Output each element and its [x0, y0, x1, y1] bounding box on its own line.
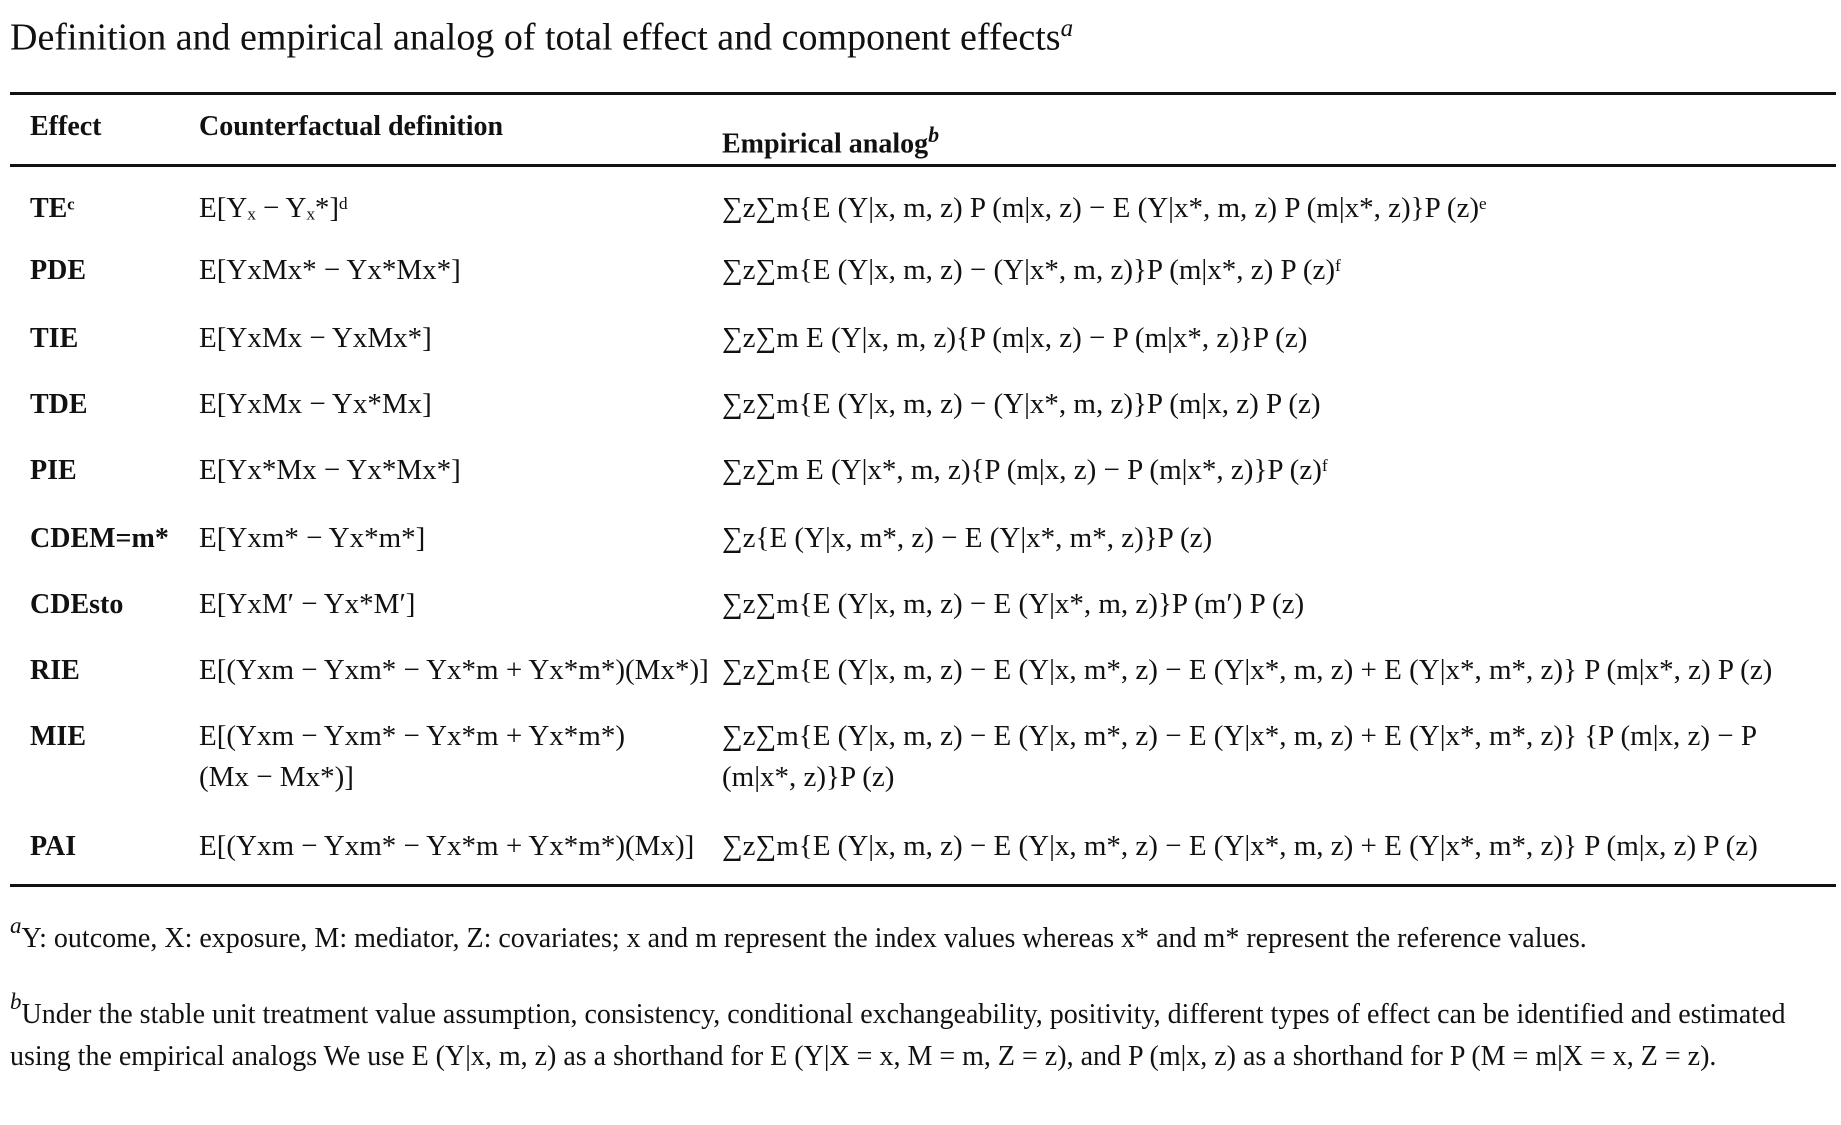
empirical-cell: ∑z∑m{E (Y|x, m, z) P (m|x, z) − E (Y|x*, m, z) P (m|x*, z)}P (z)ᵉ — [722, 192, 1487, 224]
definition-cell: E[YxMx − Yx*Mx] — [199, 388, 432, 420]
header-effect: Effect — [30, 111, 102, 142]
header-empirical-note-mark: b — [928, 122, 940, 147]
footnote — [10, 989, 1830, 1077]
definition-cell: E[Yxm* − Yx*m*] — [199, 522, 426, 554]
empirical-cell: ∑z∑m{E (Y|x, m, z) − E (Y|x, m*, z) − E (Y|x*, m, z) + E (Y|x*, m*, z)} P (m|x*, z) P (z) — [722, 654, 1773, 686]
definition-cell: E[YxMx* − Yx*Mx*] — [199, 254, 461, 286]
effect-cell: TEᶜ — [30, 193, 75, 224]
effect-cell: CDEsto — [30, 589, 124, 620]
effect-cell: PDE — [30, 255, 86, 286]
header-definition: Counterfactual definition — [199, 111, 504, 142]
effect-cell: RIE — [30, 655, 80, 686]
definition-cell: E[YxM′ − Yx*M′] — [199, 588, 416, 620]
effect-cell: PAI — [30, 831, 77, 862]
footnote-text: Y: outcome, X: exposure, M: mediator, Z: covariates; x and m represent the index values whereas x* and m* represent the reference values. — [21, 923, 1587, 954]
effect-cell: TDE — [30, 389, 88, 420]
footnote-mark: a — [10, 913, 22, 938]
empirical-cell: ∑z∑m{E (Y|x, m, z) − E (Y|x, m*, z) − E (Y|x*, m, z) + E (Y|x*, m*, z)} {P (m|x, z) − P (m|x*, z)}P (z) — [722, 720, 1756, 793]
definition-cell: E[(Yxm − Yxm* − Yx*m + Yx*m*)(Mx)] — [199, 830, 695, 862]
empirical-cell: ∑z{E (Y|x, m*, z) − E (Y|x*, m*, z)}P (z) — [722, 522, 1213, 554]
effect-cell: TIE — [30, 323, 79, 354]
definition-cell: E[(Yxm − Yxm* − Yx*m + Yx*m*)(Mx*)] — [199, 654, 709, 686]
effect-cell: CDEM=m* — [30, 523, 169, 554]
definition-cell: E[Yx*Mx − Yx*Mx*] — [199, 454, 461, 486]
caption-note-mark: a — [1060, 15, 1074, 42]
empirical-cell: ∑z∑m{E (Y|x, m, z) − E (Y|x*, m, z)}P (m′) P (z) — [722, 588, 1305, 620]
header-empirical — [722, 118, 939, 161]
table-top-rule — [10, 92, 1836, 95]
footnote-mark: b — [10, 989, 22, 1014]
footnote-text: Under the stable unit treatment value assumption, consistency, conditional exchangeability, positivity, different types of effect can be identified and estimated using the empirical analogs We use E (Y|x, m, z) as a shorthand for E (Y|X = x, M = m, Z = z), and P (m|x, z) as a shorthand for P (M = m|X = x, Z = z). — [10, 999, 1786, 1072]
empirical-cell: ∑z∑m{E (Y|x, m, z) − E (Y|x, m*, z) − E (Y|x*, m, z) + E (Y|x*, m*, z)} P (m|x, z) P (z) — [722, 830, 1758, 862]
caption-text: Definition and empirical analog of total effect and component effects — [10, 16, 1061, 59]
empirical-cell: ∑z∑m{E (Y|x, m, z) − (Y|x*, m, z)}P (m|x*, z) P (z)ᶠ — [722, 254, 1342, 286]
header-empirical-label: Empirical analog — [722, 128, 929, 160]
effect-cell: MIE — [30, 721, 86, 752]
definition-cell: E[Yₓ − Yₓ*]ᵈ — [199, 192, 349, 224]
effect-cell: PIE — [30, 455, 77, 486]
empirical-cell: ∑z∑m E (Y|x*, m, z){P (m|x, z) − P (m|x*, z)}P (z)ᶠ — [722, 454, 1328, 486]
empirical-cell: ∑z∑m E (Y|x, m, z){P (m|x, z) − P (m|x*, z)}P (z) — [722, 322, 1308, 354]
footnote — [10, 913, 1830, 960]
table-caption — [10, 2, 1073, 65]
empirical-cell: ∑z∑m{E (Y|x, m, z) − (Y|x*, m, z)}P (m|x, z) P (z) — [722, 388, 1321, 420]
definition-cell: E[(Yxm − Yxm* − Yx*m + Yx*m*)(Mx − Mx*)] — [199, 720, 626, 793]
table-bottom-rule — [10, 884, 1836, 887]
table-header-rule — [10, 164, 1836, 167]
definition-cell: E[YxMx − YxMx*] — [199, 322, 432, 354]
